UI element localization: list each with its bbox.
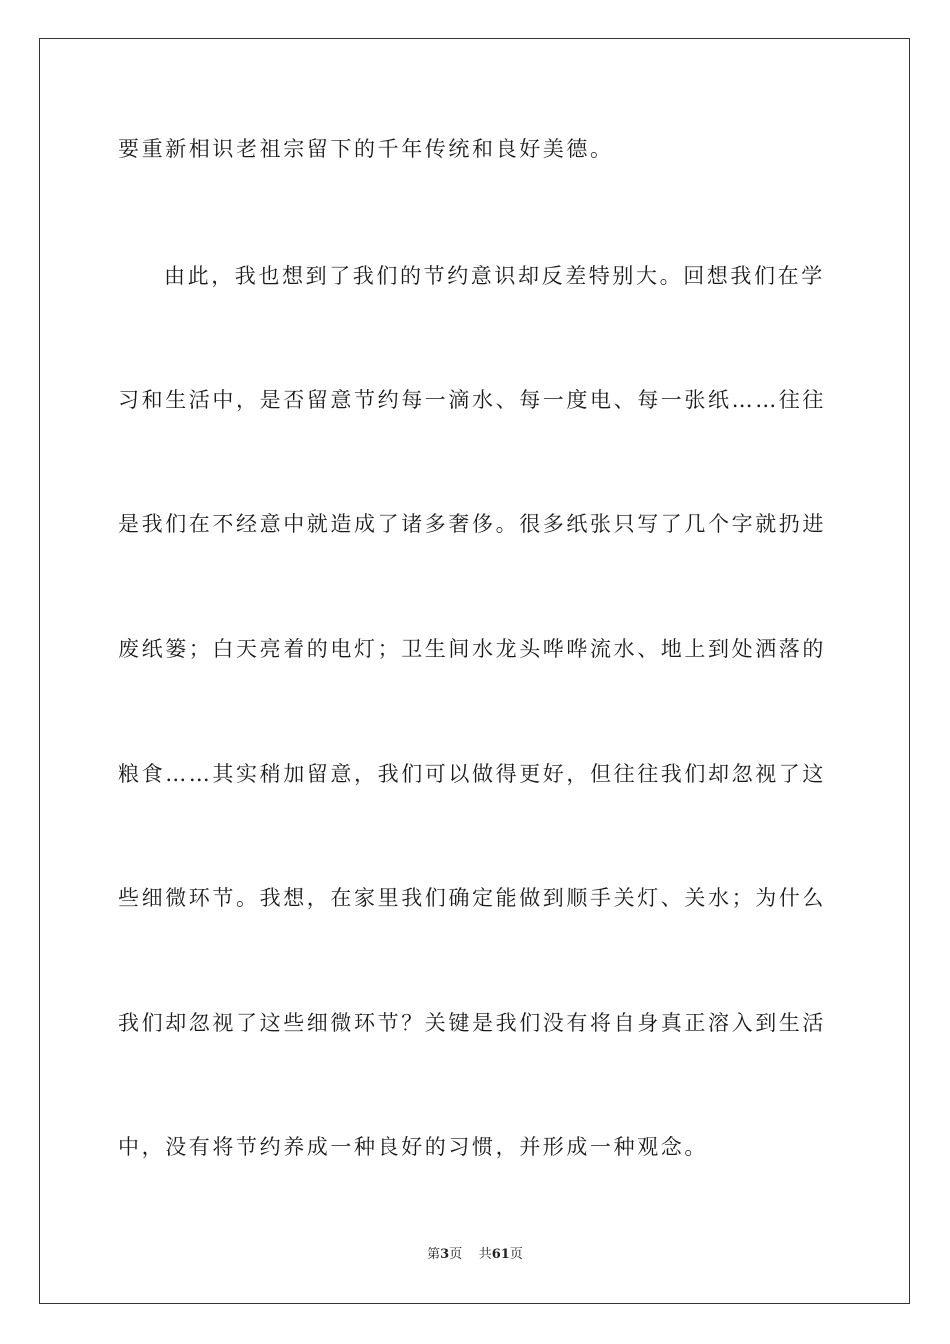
text-line-9: 中，没有将节约养成一种良好的习惯，并形成一种观念。 [118, 1135, 708, 1159]
footer-total-suffix: 页 [509, 1247, 523, 1262]
footer-prefix: 第 [427, 1247, 441, 1262]
text-line-2-paragraph-start: 由此，我也想到了我们的节约意识却反差特别大。回想我们在学 [164, 264, 825, 288]
text-line-5: 废纸篓；白天亮着的电灯；卫生间水龙头哗哗流水、地上到处洒落的 [118, 637, 826, 661]
footer-total-pages: 61 [491, 1247, 510, 1262]
text-line-3: 习和生活中，是否留意节约每一滴水、每一度电、每一张纸……往往 [118, 388, 826, 412]
text-line-6: 粮食……其实稍加留意，我们可以做得更好，但往往我们却忽视了这 [118, 762, 826, 786]
text-line-4: 是我们在不经意中就造成了诸多奢侈。很多纸张只写了几个字就扔进 [118, 512, 826, 536]
footer-page-number: 3 [440, 1247, 450, 1262]
text-line-8: 我们却忽视了这些细微环节？关键是我们没有将自身真正溶入到生活 [118, 1011, 826, 1035]
page-border [39, 38, 910, 1304]
text-line-1: 要重新相识老祖宗留下的千年传统和良好美德。 [118, 137, 614, 161]
footer-page-suffix: 页 [449, 1247, 463, 1262]
footer-total-prefix: 共 [478, 1247, 492, 1262]
page-footer [0, 1246, 950, 1264]
text-line-7: 些细微环节。我想，在家里我们确定能做到顺手关灯、关水；为什么 [118, 886, 826, 910]
